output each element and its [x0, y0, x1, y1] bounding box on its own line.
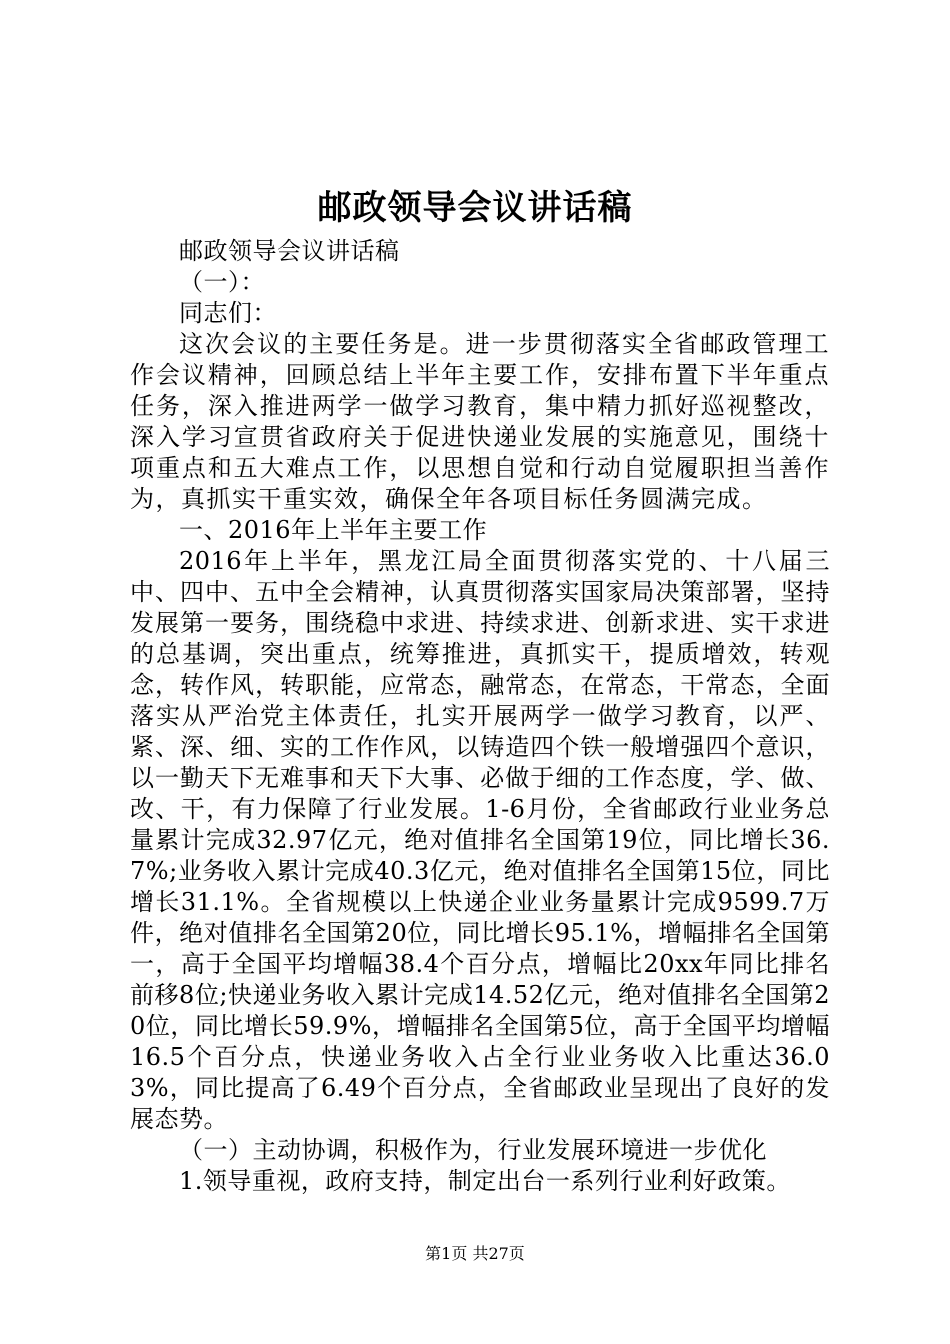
paragraph-salutation: 同志们：	[179, 299, 277, 327]
heading-item-one: 1.领导重视，政府支持，制定出台一系列行业利好政策。	[179, 1167, 791, 1195]
document-title: 邮政领导会议讲话稿	[317, 188, 633, 228]
paragraph-half-year-summary: 2016年上半年，黑龙江局全面贯彻落实党的、十八届三中、四中、五中全会精神，认真贯彻落实国家局决策部署，坚持发展第一要务，围绕稳中求进、持续求进、创新求进、实干求进的总基调，突出重点，统筹推进，真抓实干，提质增效，转观念，转作风，转职能，应常态，融常态，在常态，干常态，全面落实从严治党主体责任，扎实开展两学一做学习教育，以严、紧、深、细、实的工作作风，以铸造四个铁一般增强四个意识，以一勤天下无难事和天下大事、必做于细的工作态度，学、做、改、干，有力保障了行业发展。1-6月份，全省邮政行业业务总量累计完成32.97亿元，绝对值排名全国第19位，同比增长36.7%;业务收入累计完成40.3亿元，绝对值排名全国第15位，同比增长31.1%。全省规模以上快递企业业务量累计完成9599.7万件，绝对值排名全国第20位，同比增长95.1%，增幅排名全国第一，高于全国平均增幅38.4个百分点，增幅比20xx年同比排名前移8位;快递业务收入累计完成14.52亿元，绝对值排名全国第20位，同比增长59.9%，增幅排名全国第5位，高于全国平均增幅16.5个百分点，快递业务收入占全行业业务收入比重达36.03%，同比提高了6.49个百分点，全省邮政业呈现出了良好的发展态势。	[130, 547, 830, 1133]
heading-section-one: 一、2016年上半年主要工作	[179, 516, 488, 544]
paragraph-subtitle: 邮政领导会议讲话稿	[179, 237, 400, 265]
paragraph-meeting-task: 这次会议的主要任务是。进一步贯彻落实全省邮政管理工作会议精神，回顾总结上半年主要工作，安排布置下半年重点任务，深入推进两学一做学习教育，集中精力抓好巡视整改，深入学习宣贯省政府关于促进快递业发展的实施意见，围绕十项重点和五大难点工作，以思想自觉和行动自觉履职担当善作为，真抓实干重实效，确保全年各项目标任务圆满完成。	[130, 330, 830, 513]
paragraph-section-marker: （一）：	[179, 268, 265, 296]
page-number-footer: 第1页 共27页	[425, 1244, 525, 1263]
heading-subsection-one: （一）主动协调，积极作为，行业发展环境进一步优化	[179, 1136, 767, 1164]
document-body	[130, 236, 830, 1197]
